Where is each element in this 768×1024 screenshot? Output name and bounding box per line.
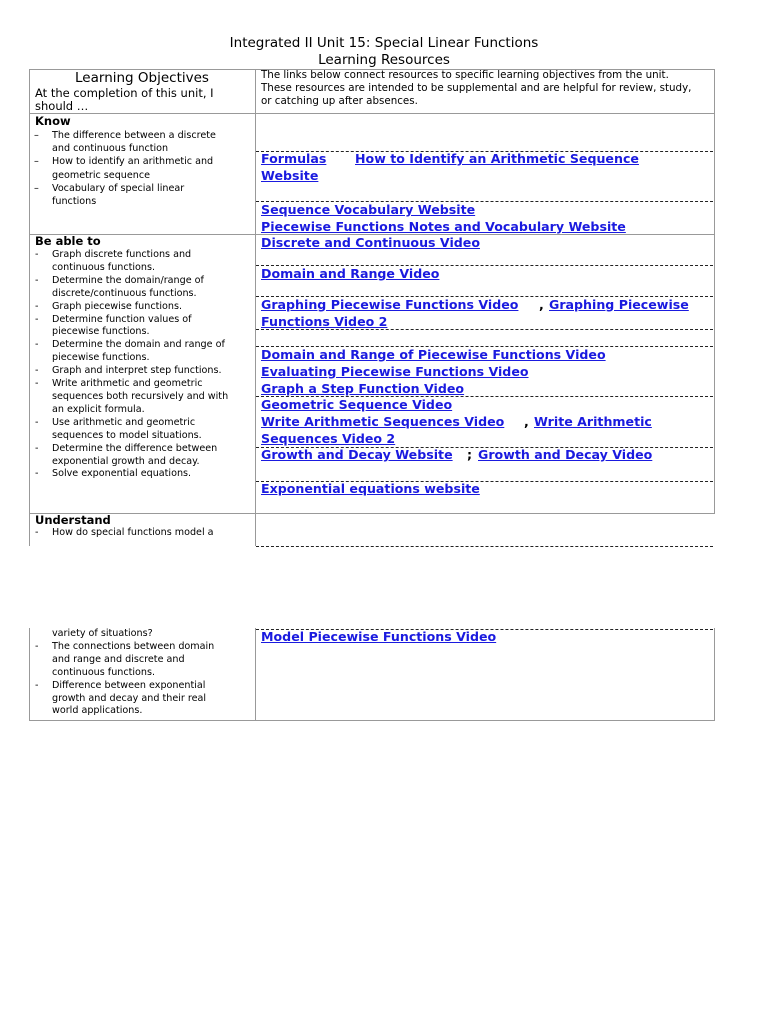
list-item: - Use arithmetic and geometric sequences to model situations. [30, 417, 255, 443]
geometric-sequence-video-link[interactable]: Geometric Sequence Video [261, 397, 453, 412]
sequence-vocabulary-link[interactable]: Sequence Vocabulary Website [261, 202, 476, 217]
list-item: – The difference between a discrete and continuous function [30, 129, 255, 155]
objectives-heading: Learning Objectives [75, 70, 209, 86]
know-heading: Know [35, 114, 71, 128]
write-arithmetic-video-link[interactable]: Write Arithmetic Sequences Video [261, 414, 505, 429]
able-list [30, 249, 255, 481]
graphing-piecewise-video-2-link[interactable]: Graphing Piecewise [549, 297, 689, 312]
list-item: - Solve exponential equations. [30, 468, 255, 481]
evaluating-piecewise-link[interactable]: Evaluating Piecewise Functions Video [261, 364, 529, 379]
write-arithmetic-video-2-link-cont[interactable]: Sequences Video 2 [261, 431, 396, 446]
list-item: – How to identify an arithmetic and geometric sequence [30, 155, 255, 181]
list-item: - The connections between domain and range and discrete and continuous functions. [30, 641, 255, 680]
piecewise-notes-link[interactable]: Piecewise Functions Notes and Vocabulary Website [261, 219, 626, 234]
know-list [30, 129, 255, 208]
intro-text: The links below connect resources to specific learning objectives from the unit. These resources are intended to be supplemental and are helpful for review, study, or catching up after absences. [261, 69, 692, 107]
growth-decay-website-link[interactable]: Growth and Decay Website [261, 447, 453, 462]
understand-heading: Understand [35, 513, 111, 527]
domain-range-piecewise-link[interactable]: Domain and Range of Piecewise Functions Video [261, 347, 606, 362]
list-item: – Vocabulary of special linear functions [30, 182, 255, 208]
understand-list-part2: variety of situations? - The connections between domain and range and discrete and continuous functions. - Difference between exponential growth and decay and their real world applications. [30, 628, 255, 718]
page-title: Integrated II Unit 15: Special Linear Functions [229, 35, 539, 51]
formulas-link[interactable]: Formulas [261, 151, 327, 166]
arithmetic-sequence-link-cont[interactable]: Website [261, 168, 319, 183]
list-item: - Graph discrete functions and continuous functions. [30, 249, 255, 275]
understand-list-part1 [30, 527, 255, 540]
write-arithmetic-video-2-link[interactable]: Write Arithmetic [534, 414, 652, 429]
model-piecewise-video-link[interactable]: Model Piecewise Functions Video [261, 629, 497, 644]
domain-range-video-link[interactable]: Domain and Range Video [261, 266, 440, 281]
growth-decay-video-link[interactable]: Growth and Decay Video [478, 447, 653, 462]
list-item: - Determine the domain and range of piecewise functions. [30, 339, 255, 365]
able-heading: Be able to [35, 234, 101, 248]
objectives-subheading: At the completion of this unit, I should … [35, 86, 214, 113]
list-item: - Write arithmetic and geometric sequences both recursively and with an explicit formula. [30, 378, 255, 417]
exponential-equations-link[interactable]: Exponential equations website [261, 481, 480, 496]
dashed-separator [256, 546, 713, 547]
list-item: - Determine the domain/range of discrete/continuous functions. [30, 275, 255, 301]
graphing-piecewise-video-link[interactable]: Graphing Piecewise Functions Video [261, 297, 519, 312]
comma-separator: , [539, 297, 544, 312]
semicolon-separator: ; [467, 447, 473, 462]
list-item: - How do special functions model a [30, 527, 255, 540]
list-item: - Difference between exponential growth and decay and their real world applications. [30, 680, 255, 719]
page-subtitle: Learning Resources [318, 52, 450, 68]
discrete-continuous-video-link[interactable]: Discrete and Continuous Video [261, 235, 480, 250]
list-item: - Graph and interpret step functions. [30, 365, 255, 378]
list-item: - Determine function values of piecewise functions. [30, 314, 255, 340]
list-item: - Graph piecewise functions. [30, 301, 255, 314]
arithmetic-sequence-link[interactable]: How to Identify an Arithmetic Sequence [355, 151, 639, 166]
comma-separator: , [524, 414, 529, 429]
list-item: - Determine the difference between exponential growth and decay. [30, 443, 255, 469]
step-function-video-link[interactable]: Graph a Step Function Video [261, 381, 465, 396]
graphing-piecewise-video-2-link-cont[interactable]: Functions Video 2 [261, 314, 388, 329]
